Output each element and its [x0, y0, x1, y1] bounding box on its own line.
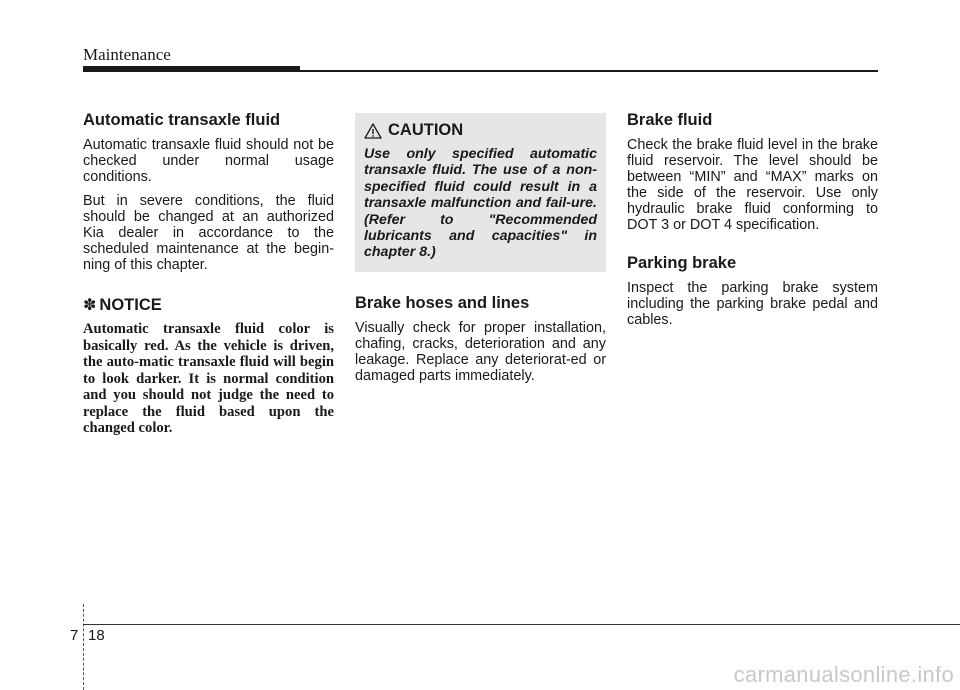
caution-text: Use only specified automatic transaxle fluid. The use of a non-specified fluid could result in a transaxle malfunction and fail-ure. (Refer to "Recommended lubricants and capacities" in chapter 8.) — [364, 146, 597, 261]
notice-heading — [83, 295, 334, 315]
section-heading-automatic-transaxle-fluid: Automatic transaxle fluid — [83, 111, 281, 129]
caution-heading — [364, 121, 597, 140]
watermark-text: carmanualsonline.info — [733, 662, 954, 687]
column-1 — [83, 110, 334, 437]
caution-label: CAUTION — [388, 121, 464, 139]
column-2 — [355, 110, 606, 392]
header-rule-thin — [300, 70, 878, 72]
paragraph: But in severe conditions, the fluid should be changed at an authorized Kia dealer in accordance to the scheduled maintenance at the begin-ning of this chapter. — [83, 193, 334, 273]
page-header-title: Maintenance — [83, 45, 171, 64]
footer-horizontal-rule — [83, 624, 960, 625]
paragraph: Automatic transaxle fluid should not be checked under normal usage conditions. — [83, 137, 334, 185]
chapter-number: 7 — [70, 627, 79, 644]
paragraph: Visually check for proper installation, chafing, cracks, deterioration and any leakage. Replace any deteriorat-ed or damaged parts immediately. — [355, 320, 606, 384]
section-heading-brake-hoses-and-lines: Brake hoses and lines — [355, 294, 530, 312]
notice-star-icon: ✽ — [83, 297, 97, 314]
notice-text: Automatic transaxle fluid color is basically red. As the vehicle is driven, the auto-matic transaxle fluid will begin to look darker. It is normal condition and you should not judge the need to replace the fluid based upon the changed color. — [83, 321, 334, 436]
header-rule-thick — [83, 66, 300, 72]
paragraph: Check the brake fluid level in the brake fluid reservoir. The level should be between “MIN” and “MAX” marks on the side of the reservoir. Use only hydraulic brake fluid conforming to DOT 3 or DOT 4 specification. — [627, 137, 878, 233]
page-number: 18 — [88, 627, 105, 644]
paragraph: Inspect the parking brake system including the parking brake pedal and cables. — [627, 280, 878, 328]
column-3 — [627, 110, 878, 336]
section-heading-parking-brake: Parking brake — [627, 254, 737, 272]
notice-label: NOTICE — [99, 295, 162, 314]
warning-triangle-icon — [364, 123, 382, 139]
caution-box — [355, 113, 606, 272]
footer-vertical-rule — [83, 604, 84, 690]
section-heading-brake-fluid: Brake fluid — [627, 111, 713, 129]
